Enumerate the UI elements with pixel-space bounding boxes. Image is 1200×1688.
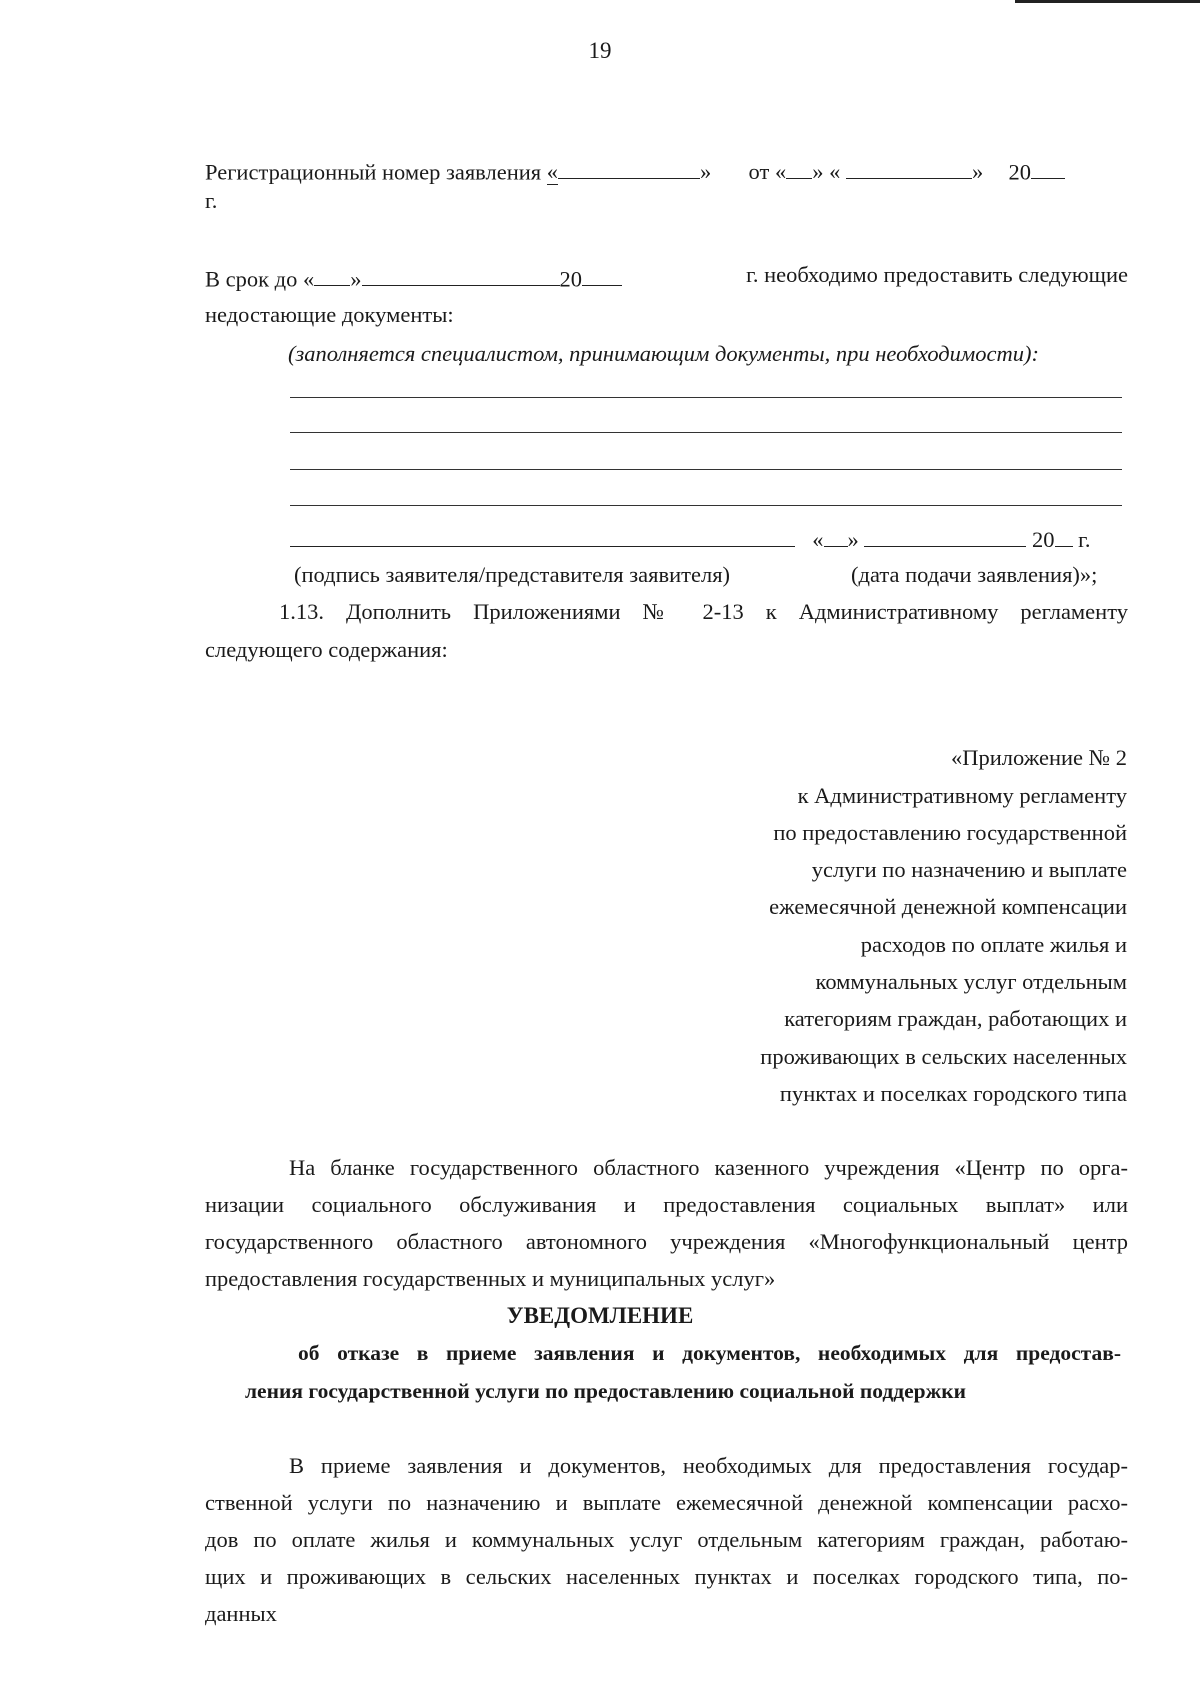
appendix-line: пунктах и поселках городского типа xyxy=(779,1081,1127,1106)
documents-line-4 xyxy=(290,505,1122,506)
signature-row xyxy=(290,525,1090,552)
page-number: 19 xyxy=(588,38,612,63)
appendix-line: к Административному регламенту xyxy=(797,783,1127,808)
deadline-line xyxy=(205,264,1128,291)
signature-field xyxy=(290,525,795,547)
appendix-line: ежемесячной денежной компенсации xyxy=(769,894,1127,919)
registration-date-field: от « » « » xyxy=(749,159,984,184)
appendix-line: по предоставлению государственной xyxy=(773,820,1127,845)
item-1-13-line-1: 1.13. Дополнить Приложениями № 2-13 к Административному регламенту xyxy=(279,599,1128,624)
appendix-line: проживающих в сельских населенных xyxy=(760,1044,1127,1069)
notice-title: УВЕДОМЛЕНИЕ xyxy=(506,1303,694,1328)
notice-subtitle-line-2: ления государственной услуги по предоставлению социальной поддержки xyxy=(245,1379,966,1403)
documents-line-2 xyxy=(290,432,1122,433)
appendix-line: услуги по назначению и выплате xyxy=(811,857,1127,882)
date-caption: (дата подачи заявления)»; xyxy=(851,562,1098,587)
body-line: ственной услуги по назначению и выплате ежемесячной денежной компенсации расхо- xyxy=(205,1490,1128,1515)
documents-line-3 xyxy=(290,469,1122,470)
registration-label: Регистрационный номер заявления xyxy=(205,159,542,185)
top-edge-line xyxy=(1015,0,1200,3)
registration-year-suffix: г. xyxy=(205,188,218,213)
appendix-line: расходов по оплате жилья и xyxy=(860,932,1127,957)
appendix-line: коммунальных услуг отдельным xyxy=(815,969,1127,994)
body-line: В приеме заявления и документов, необходимых для предоставления государ- xyxy=(289,1453,1128,1478)
body-line: щих и проживающих в сельских населенных пунктах и поселках городского типа, по- xyxy=(205,1564,1128,1589)
paragraph-line: государственного областного автономного учреждения «Многофункциональный центр xyxy=(205,1229,1128,1254)
deadline-day-field: В срок до « » 20 xyxy=(205,264,622,291)
paragraph-line: предоставления государственных и муниципальных услуг» xyxy=(205,1266,776,1291)
registration-year: 20 xyxy=(1008,159,1031,185)
registration-number-field: « » xyxy=(547,159,712,184)
paragraph-line: На бланке государственного областного казенного учреждения «Центр по орга- xyxy=(289,1155,1128,1180)
appendix-line: категориям граждан, работающих и xyxy=(784,1006,1127,1031)
fill-note: (заполняется специалистом, принимающим документы, при необходимости): xyxy=(288,341,1039,366)
body-line: данных xyxy=(205,1601,277,1626)
paragraph-line: низации социального обслуживания и предоставления социальных выплат» или xyxy=(205,1192,1128,1217)
appendix-line: «Приложение № 2 xyxy=(951,745,1127,770)
documents-line-1 xyxy=(290,397,1122,398)
registration-line xyxy=(205,157,1065,184)
notice-subtitle-line-1: об отказе в приеме заявления и документов, необходимых для предостав- xyxy=(298,1341,1121,1365)
deadline-line-2: недостающие документы: xyxy=(205,302,454,327)
signature-caption: (подпись заявителя/представителя заявителя) xyxy=(294,562,731,587)
deadline-text: г. необходимо предоставить следующие xyxy=(746,262,1128,287)
item-1-13-line-2: следующего содержания: xyxy=(205,637,448,662)
signature-date-field: « » 20 г. xyxy=(812,527,1090,552)
body-line: дов по оплате жилья и коммунальных услуг отдельным категориям граждан, работаю- xyxy=(205,1527,1128,1552)
